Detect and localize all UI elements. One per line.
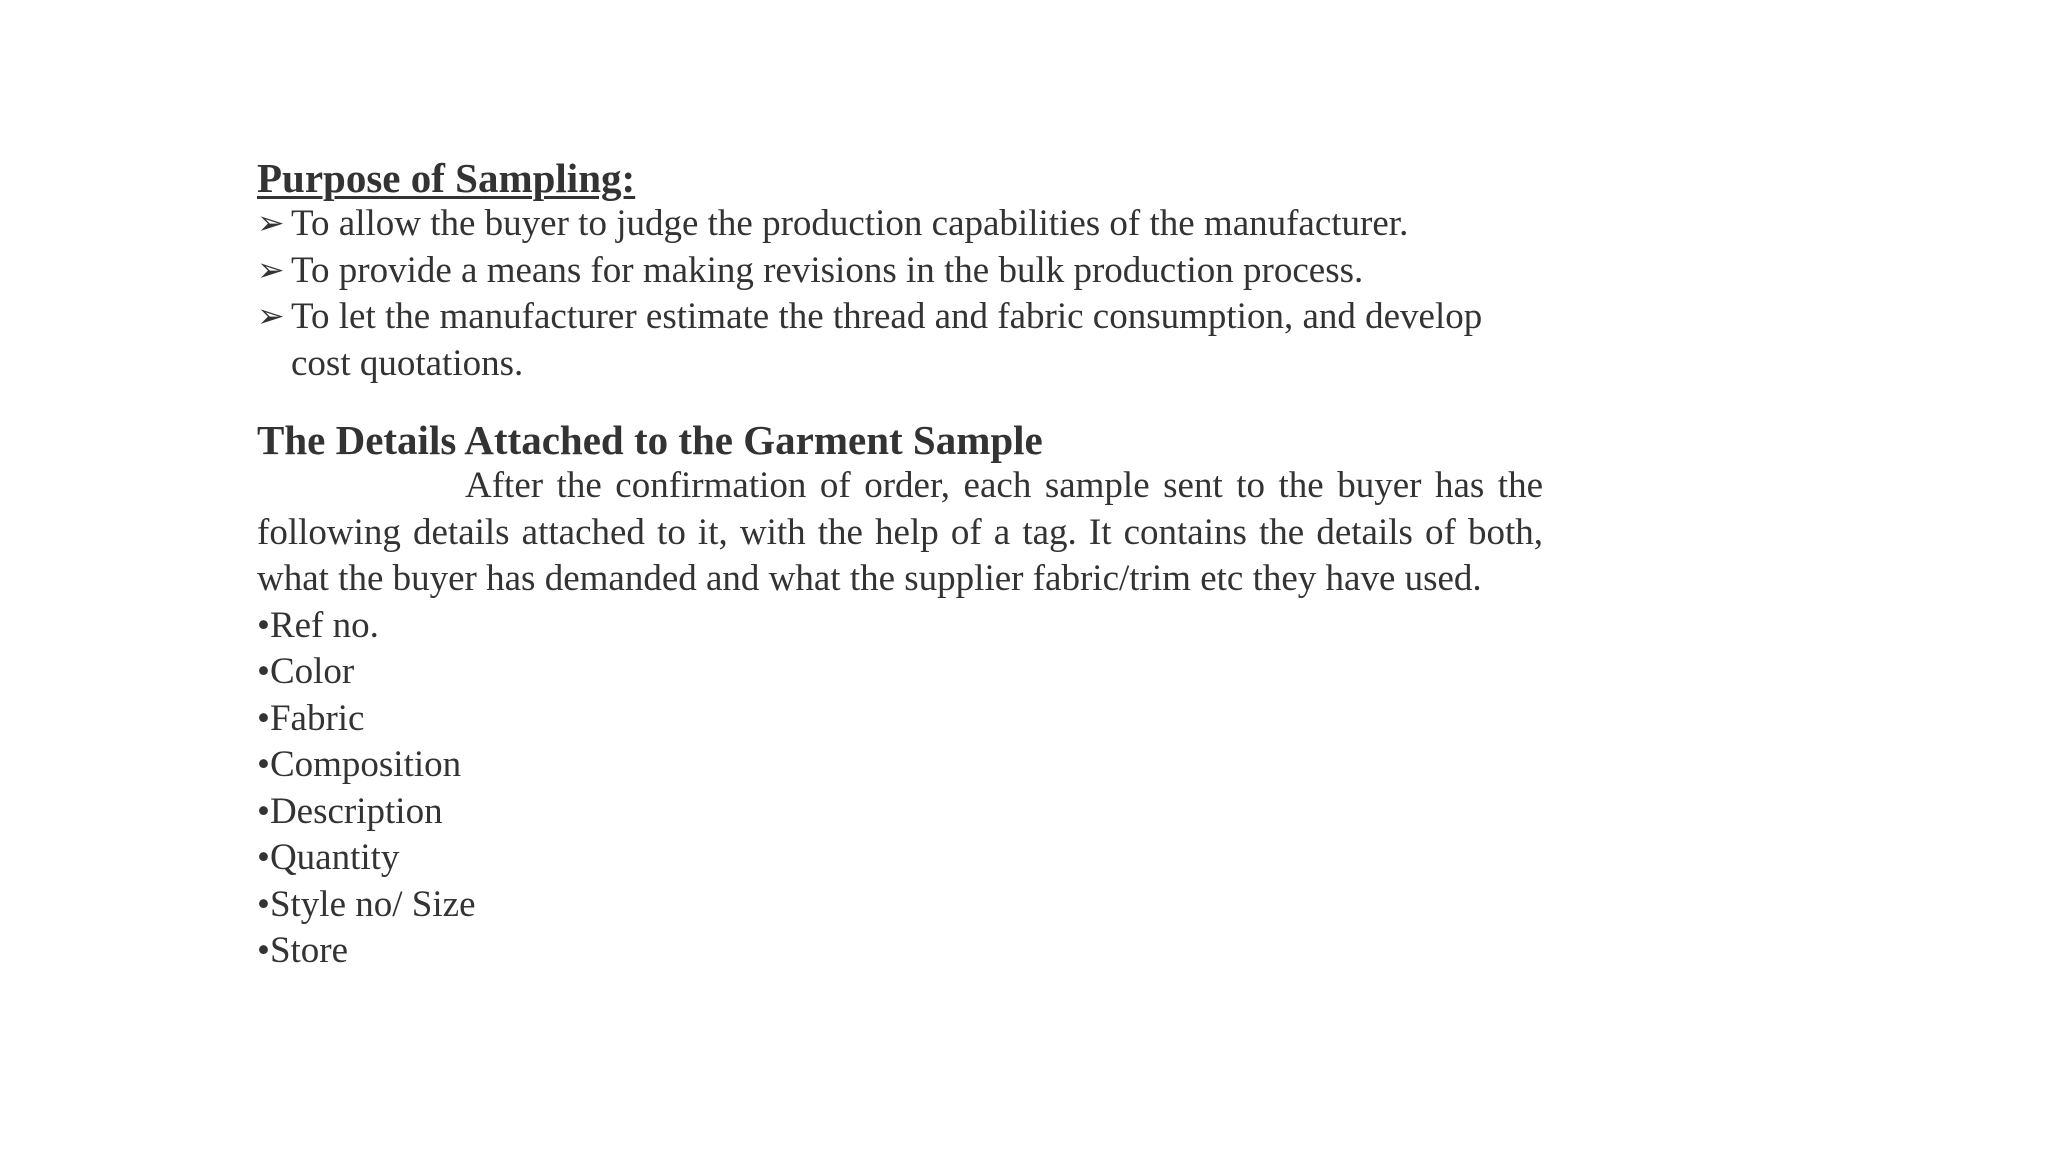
purpose-list: [257, 201, 1543, 387]
purpose-item: [257, 201, 1543, 248]
purpose-item-text: To let the manufacturer estimate the thread and fabric consumption, and develop cost quotations.: [291, 296, 1483, 384]
details-item-ref-no: •Ref no.: [257, 604, 379, 646]
slide-content: [257, 155, 1543, 975]
details-item-fabric: •Fabric: [257, 697, 365, 739]
details-paragraph: After the confirmation of order, each sample sent to the buyer has the following details attached to it, with the help of a tag. It contains the details of both, what the buyer has demanded and what the supplier fabric/trim etc they have used.: [257, 465, 1543, 599]
details-heading: The Details Attached to the Garment Sample: [257, 417, 1043, 463]
arrow-bullet-icon: ➢: [257, 299, 285, 335]
purpose-item-text: To provide a means for making revisions in the bulk production process.: [291, 249, 1364, 291]
arrow-bullet-icon: ➢: [257, 252, 285, 289]
details-item-store: •Store: [257, 930, 349, 971]
details-item-quantity: •Quantity: [257, 837, 400, 878]
purpose-item-text: To allow the buyer to judge the production capabilities of the manufacturer.: [291, 203, 1409, 244]
details-item-description: •Description: [257, 790, 443, 832]
details-item-color: •Color: [257, 651, 355, 692]
details-item-style-size: •Style no/ Size: [257, 883, 476, 925]
purpose-item: [257, 248, 1543, 295]
arrow-bullet-icon: ➢: [257, 206, 285, 242]
details-item-composition: •Composition: [257, 744, 462, 785]
details-list: [257, 603, 1543, 975]
purpose-heading: Purpose of Sampling:: [257, 155, 636, 201]
purpose-item: [257, 294, 1543, 387]
